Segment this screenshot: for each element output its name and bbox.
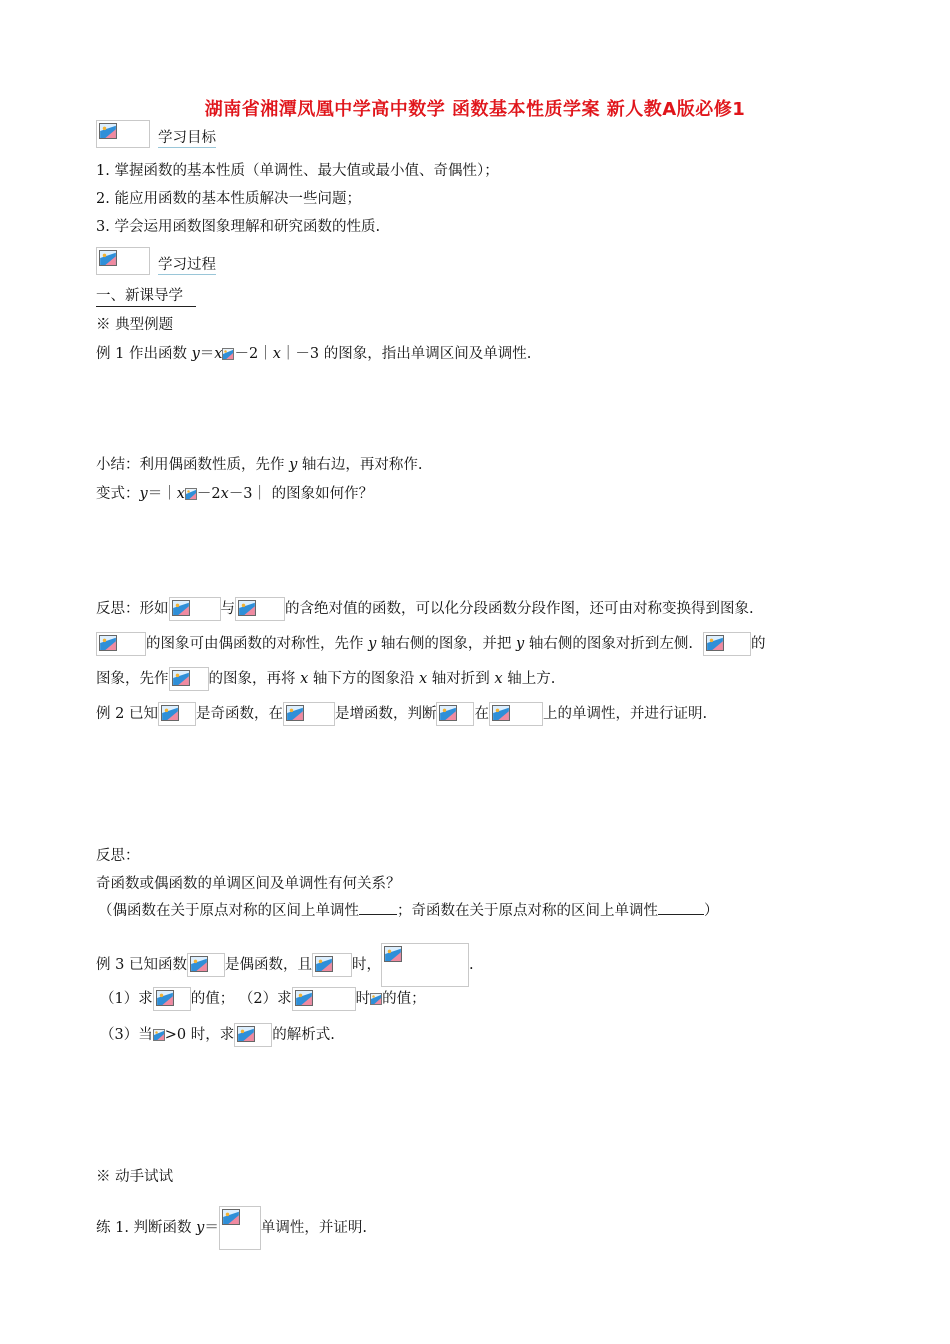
formula-image-icon	[234, 1023, 272, 1047]
formula-image-icon	[312, 953, 352, 977]
reflection-1-line1: 反思：形如 与 的含绝对值的函数，可以化分段函数分段作图，还可由对称变换得到图象.	[96, 597, 754, 621]
example-3-question-3: （3）当 >0 时，求 的解析式.	[100, 1023, 335, 1047]
goal-item: 2. 能应用函数的基本性质解决一些问题；	[96, 191, 361, 207]
image-placeholder-icon	[96, 120, 150, 148]
section-goal-label: 学习目标	[158, 130, 216, 146]
image-placeholder-icon	[96, 247, 150, 275]
part-heading: 一、新课导学	[96, 286, 196, 307]
formula-image-icon	[703, 632, 751, 656]
formula-image-icon	[153, 1029, 165, 1041]
formula-image-icon	[187, 953, 225, 977]
typical-examples-heading: ※ 典型例题	[96, 317, 174, 333]
reflection-1-line3: 图象，先作 的图象，再将 x 轴下方的图象沿 x 轴对折到 x 轴上方.	[96, 667, 555, 691]
fill-in-blank[interactable]	[359, 914, 397, 915]
formula-image-icon	[158, 702, 196, 726]
variant: 变式：y＝｜x －2x－3｜ 的图象如何作？	[96, 486, 374, 502]
formula-image-icon	[370, 993, 382, 1005]
reflection-1-line2: 的图象可由偶函数的对称性，先作 y 轴右侧的图象，并把 y 轴右侧的图象对折到左侧. 的	[96, 632, 765, 656]
practice-1: 练 1. 判断函数 y＝ 单调性，并证明.	[96, 1206, 367, 1250]
example-3-question-1-2: （1）求 的值； （2）求 时 的值；	[100, 987, 426, 1011]
practice-heading: ※ 动手试试	[96, 1169, 174, 1185]
formula-image-icon	[96, 632, 146, 656]
section-goal-header	[96, 120, 216, 148]
document-title: 湖南省湘潭凤凰中学高中数学 函数基本性质学案 新人教A版必修1	[204, 99, 746, 120]
formula-image-icon	[436, 702, 474, 726]
reflection-2-fill: （偶函数在关于原点对称的区间上单调性 ；奇函数在关于原点对称的区间上单调性 ）	[98, 903, 719, 919]
formula-image-icon	[235, 597, 285, 621]
section-process-label: 学习过程	[158, 257, 216, 273]
formula-image-icon	[381, 943, 469, 987]
example-1: 例 1 作出函数 y＝x －2｜x｜－3 的图象，指出单调区间及单调性.	[96, 346, 532, 362]
example-2: 例 2 已知 是奇函数，在 是增函数，判断 在 上的单调性，并进行证明.	[96, 702, 707, 726]
formula-image-icon	[292, 987, 356, 1011]
formula-image-icon	[153, 987, 191, 1011]
reflection-2-question: 奇函数或偶函数的单调区间及单调性有何关系？	[96, 876, 401, 892]
formula-image-icon	[283, 702, 335, 726]
formula-image-icon	[489, 702, 543, 726]
formula-image-icon	[219, 1206, 261, 1250]
summary: 小结：利用偶函数性质，先作 y 轴右边，再对称作.	[96, 457, 423, 473]
formula-image-icon	[169, 667, 209, 691]
fill-in-blank[interactable]	[658, 914, 704, 915]
formula-image-icon	[185, 488, 197, 500]
formula-image-icon	[222, 348, 234, 360]
example-3: 例 3 已知函数 是偶函数，且 时， .	[96, 943, 474, 987]
reflection-2-label: 反思：	[96, 848, 140, 864]
section-process-header	[96, 247, 216, 275]
goal-item: 1. 掌握函数的基本性质（单调性、最大值或最小值、奇偶性）；	[96, 163, 499, 179]
goal-item: 3. 学会运用函数图象理解和研究函数的性质.	[96, 219, 381, 235]
formula-image-icon	[169, 597, 221, 621]
